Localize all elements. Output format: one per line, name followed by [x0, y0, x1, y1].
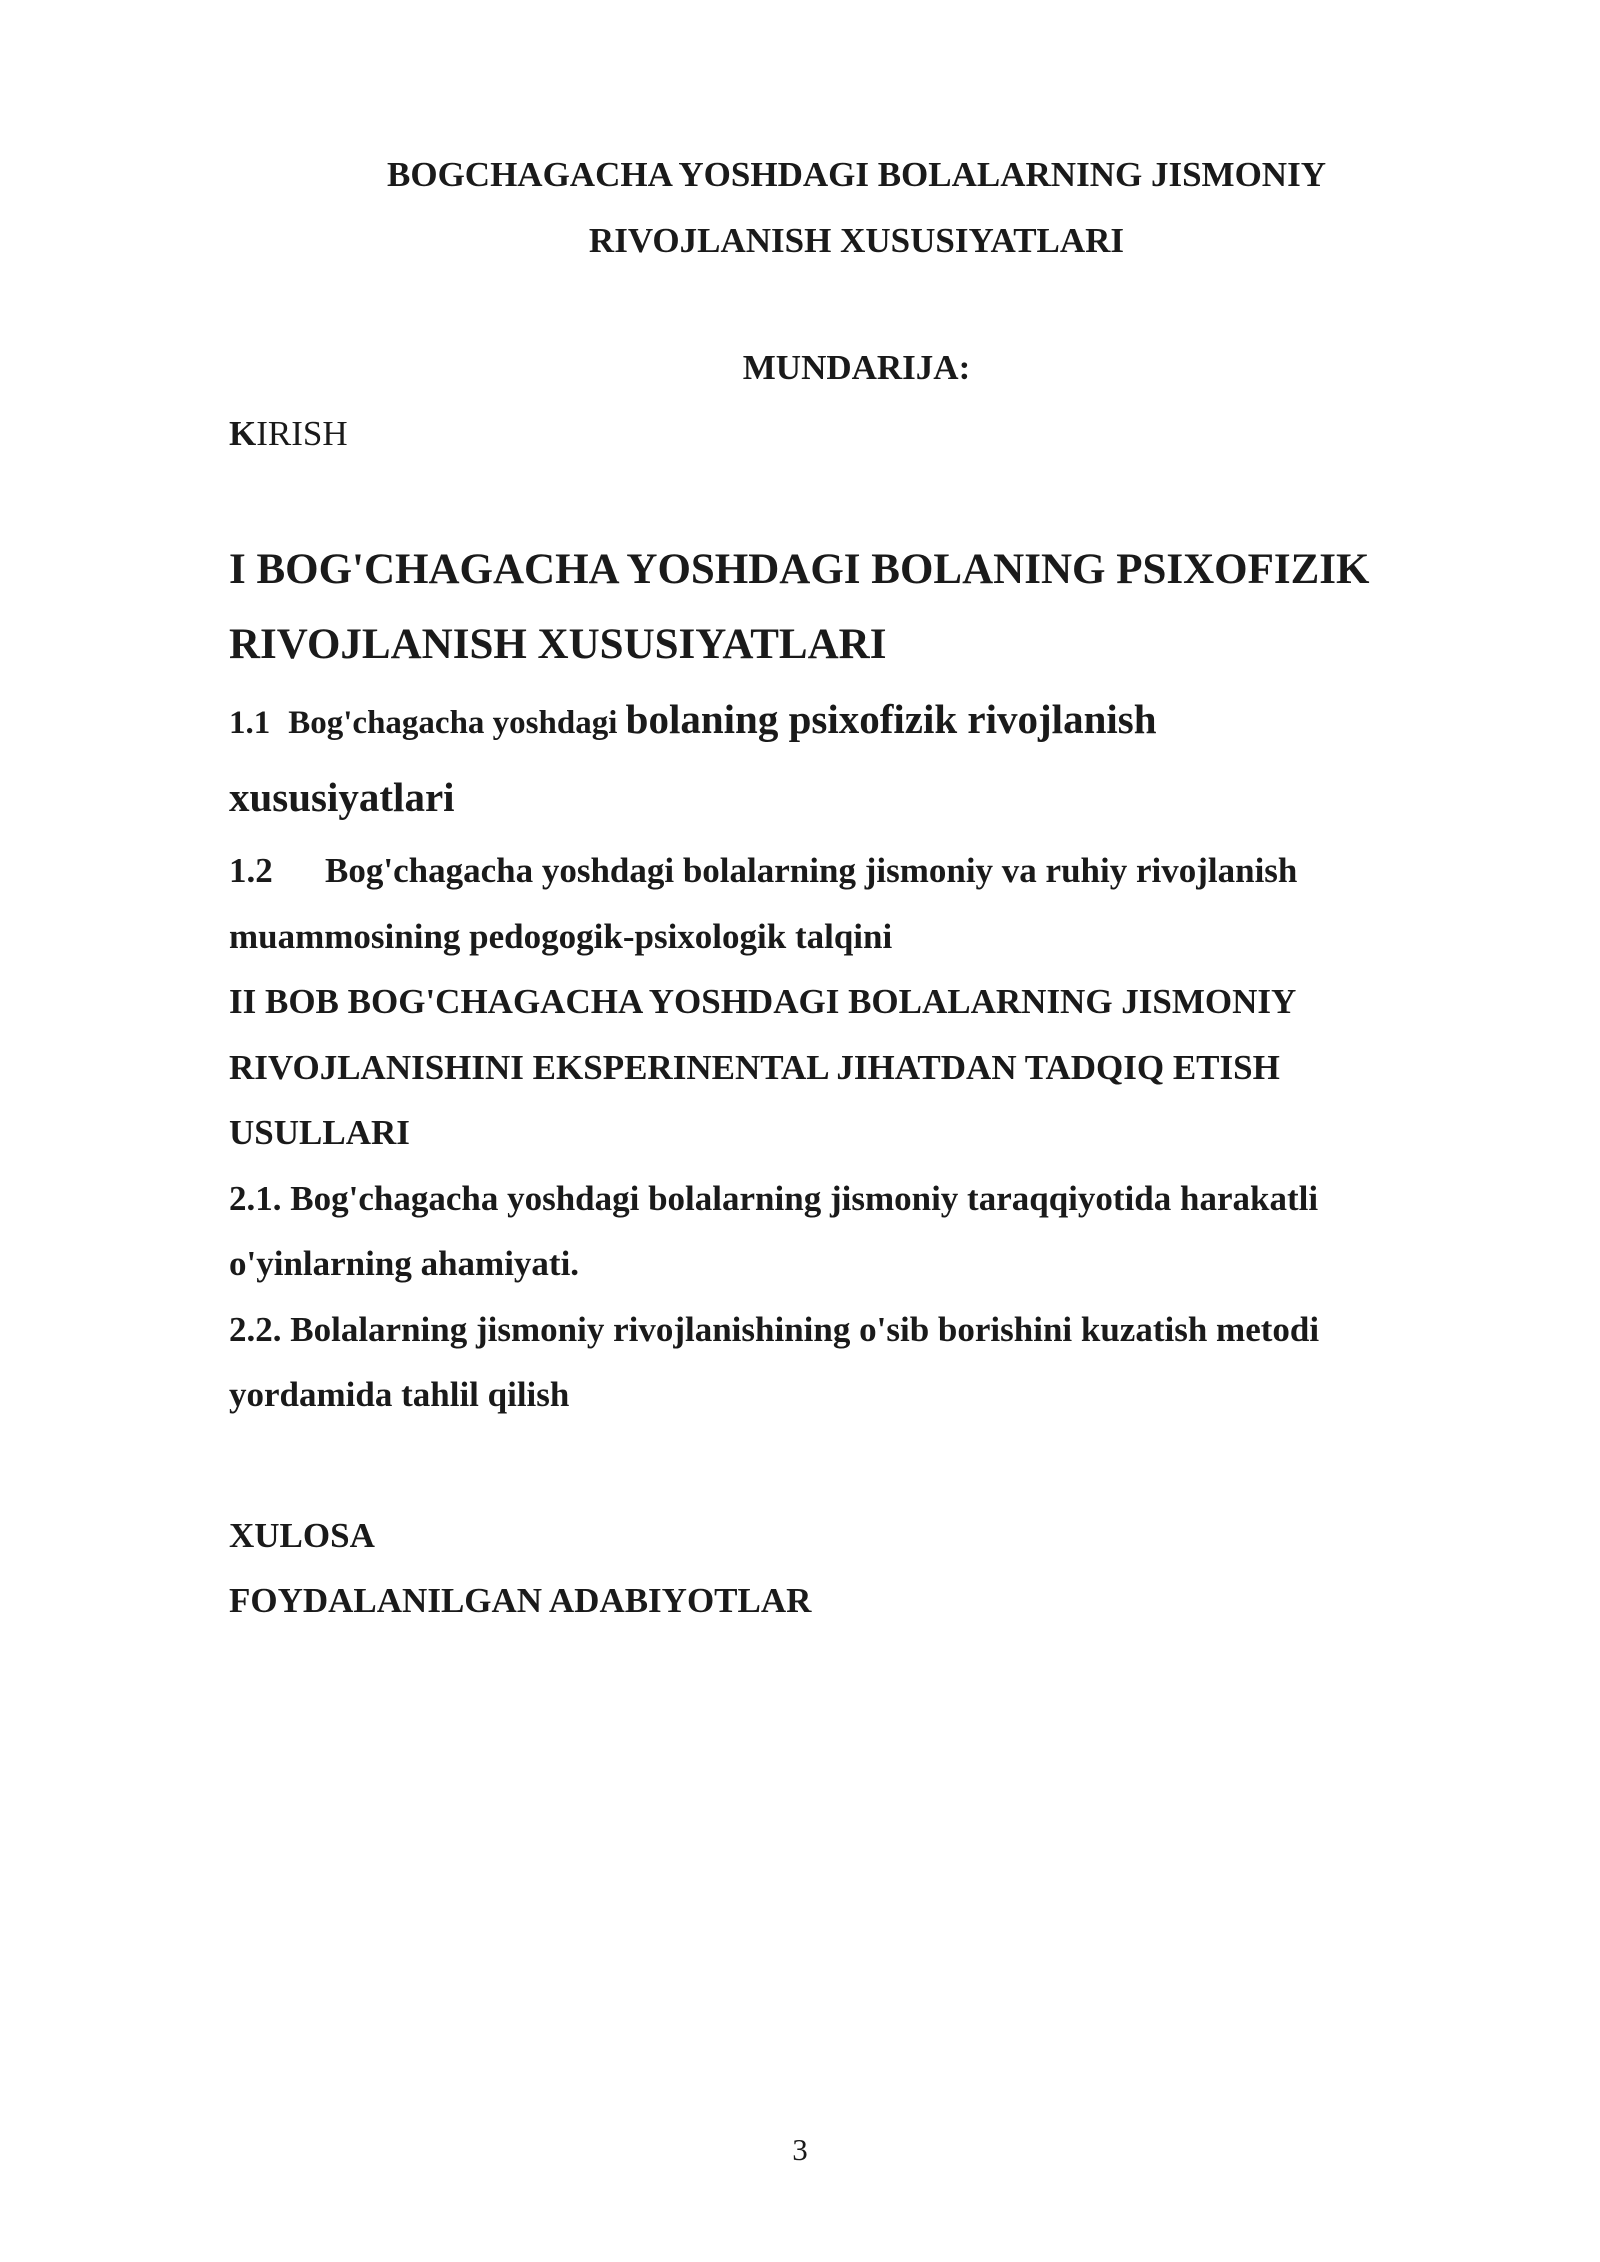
section-2-2-line-2: yordamida tahlil qilish: [229, 1375, 570, 1414]
toc-section-2-2: [229, 1297, 1409, 1428]
document-title: [229, 142, 1484, 274]
page-number: 3: [792, 2132, 808, 2167]
toc-chapter-1: [229, 532, 1409, 682]
section-1-2-text: Bog'chagacha yoshdagi bolalarning jismoniy va ruhiy rivojlanish: [325, 851, 1298, 890]
section-2-1-line-2: o'yinlarning ahamiyati.: [229, 1244, 580, 1283]
chapter-2-line-2: RIVOJLANISHINI EKSPERINENTAL JIHATDAN TADQIQ ETISH: [229, 1047, 1280, 1087]
chapter-1-line-1: I BOG'CHAGACHA YOSHDAGI BOLANING PSIXOFIZIK: [229, 546, 1370, 593]
chapter-1-line-2: RIVOJLANISH XUSUSIYATLARI: [229, 621, 887, 668]
section-1-1-text-small: Bog'chagacha yoshdagi: [288, 705, 626, 741]
toc-item-intro: [229, 414, 348, 454]
toc-references: FOYDALANILGAN ADABIYOTLAR: [229, 1581, 812, 1620]
toc-section-1-1: [229, 682, 1409, 838]
toc-heading: MUNDARIJA:: [742, 348, 971, 387]
toc-conclusion: XULOSA: [229, 1515, 375, 1555]
intro-rest: IRISH: [256, 414, 348, 453]
toc-section-2-1: [229, 1166, 1409, 1297]
chapter-2-line-3: USULLARI: [229, 1113, 410, 1152]
section-1-1-number: 1.1: [229, 705, 271, 741]
section-1-1-line-2: xususiyatlari: [229, 774, 455, 820]
section-2-1-line-1: 2.1. Bog'chagacha yoshdagi bolalarning jismoniy taraqqiyotida harakatli: [229, 1178, 1319, 1218]
section-1-2-line-2: muammosining pedogogik-psixologik talqini: [229, 916, 893, 956]
section-1-2-number: 1.2: [229, 851, 273, 890]
toc-chapter-2: [229, 969, 1409, 1166]
toc-section-1-2: [229, 838, 1409, 969]
section-1-1-text-large: bolaning psixofizik rivojlanish: [625, 696, 1157, 742]
title-line-2: RIVOJLANISH XUSUSIYATLARI: [588, 221, 1125, 260]
table-of-contents: [229, 532, 1409, 1634]
section-2-2-line-1: 2.2. Bolalarning jismoniy rivojlanishining o'sib borishini kuzatish metodi: [229, 1309, 1320, 1349]
title-line-1: BOGCHAGACHA YOSHDAGI BOLALARNING JISMONIY: [387, 155, 1326, 194]
chapter-2-line-1: II BOB BOG'CHAGACHA YOSHDAGI BOLALARNING JISMONIY: [229, 982, 1297, 1021]
intro-first-letter: K: [229, 414, 257, 453]
toc-spacer: [229, 1428, 1409, 1503]
